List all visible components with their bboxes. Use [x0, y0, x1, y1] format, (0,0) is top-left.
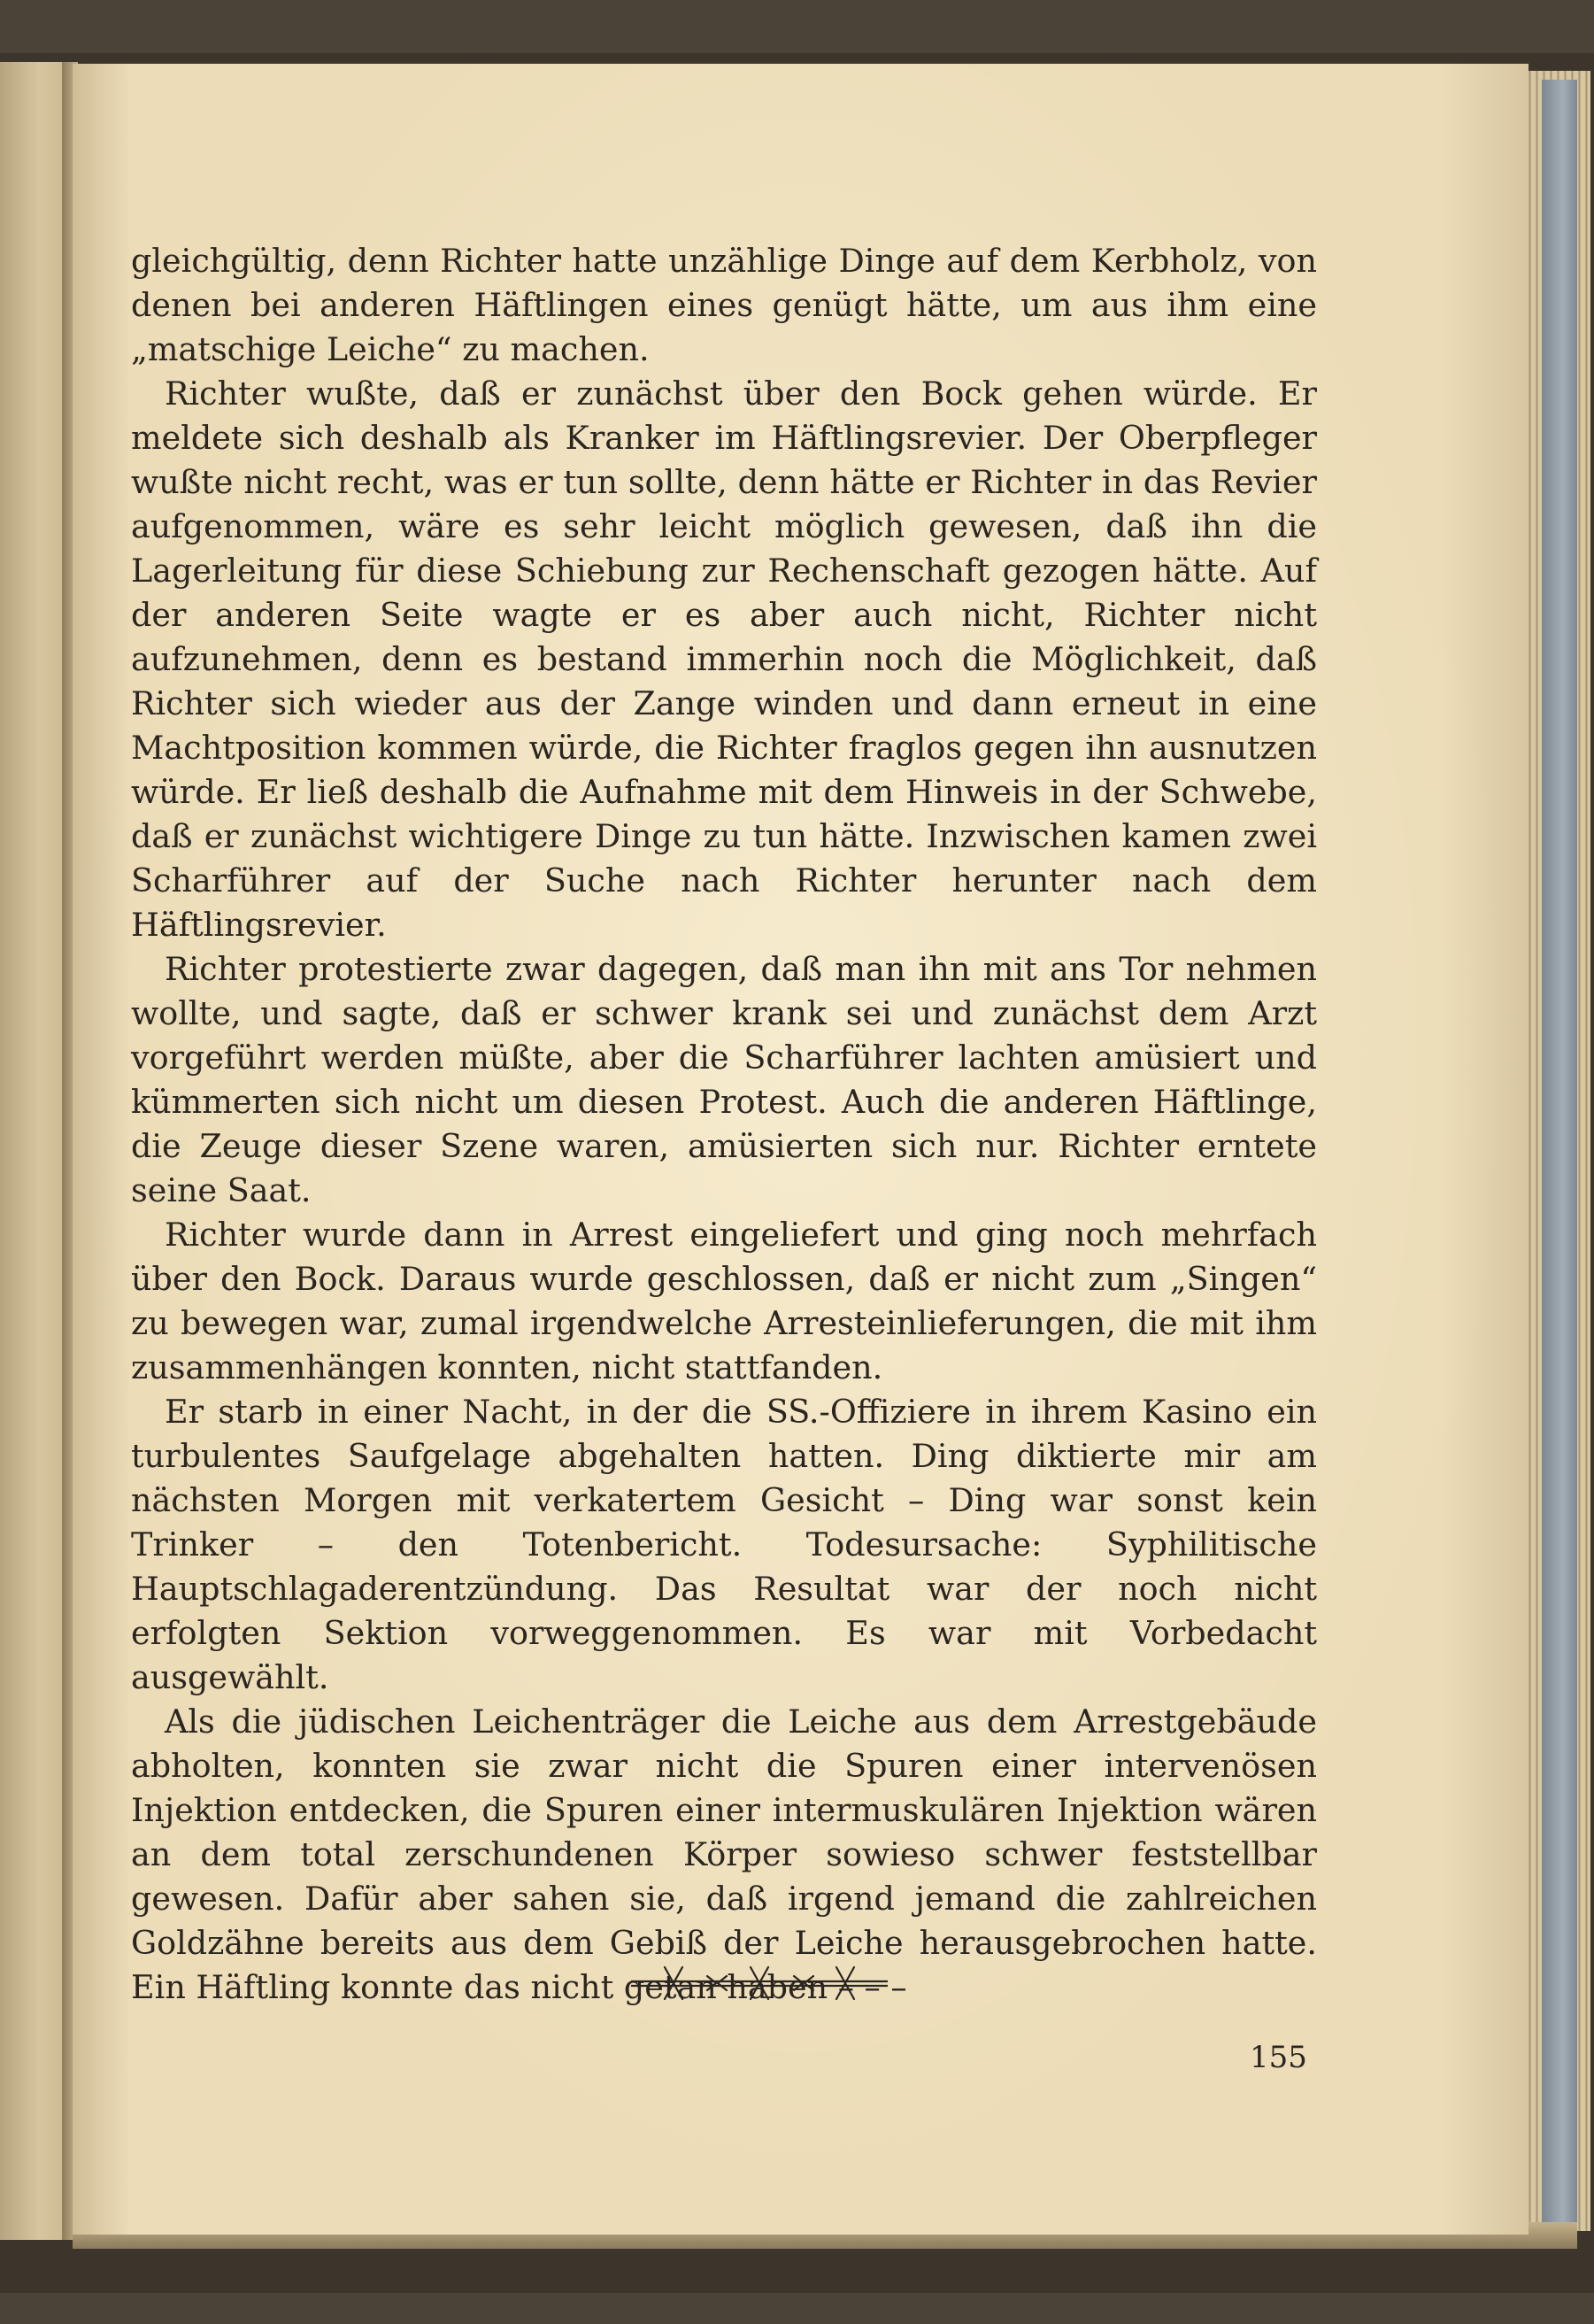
page-body-text — [131, 239, 1317, 2010]
page-number: 155 — [1250, 2040, 1307, 2075]
paragraph: Er starb in einer Nacht, in der die SS.-Offiziere in ihrem Kasino ein turbulentes Saufgelage abgehalten hatten. Ding diktierte mir am nächsten Morgen mit verkatertem Gesicht – Ding war sonst kein Trinker – den Totenbericht. Todesursache: Syphilitische Hauptschlagaderentzündung. Das Resultat war der noch nicht erfolgten Sektion vorweggenommen. Es war mit Vorbedacht ausgewählt. — [131, 1393, 1317, 1696]
paragraph: Als die jüdischen Leichenträger die Leiche aus dem Arrestgebäude abholten, konnten sie zwar nicht die Spuren einer intervenösen Injektion entdecken, die Spuren einer intermuskulären Injektion wären an dem total zerschundenen Körper sowieso schwer feststellbar gewesen. Dafür aber sahen sie, daß irgend jemand die zahlreichen Goldzähne bereits aus dem Gebiß der Leiche herausgebrochen hatte. Ein Häftling konnte das nicht getan haben – – – — [131, 1702, 1317, 2006]
paragraph: Richter protestierte zwar dagegen, daß man ihn mit ans Tor nehmen wollte, und sagte, daß er schwer krank sei und zunächst dem Arzt vorgeführt werden müßte, aber die Scharführer lachten amüsiert und kümmerten sich nicht um diesen Protest. Auch die anderen Häftlinge, die Zeuge dieser Szene waren, amüsierten sich nur. Richter erntete seine Saat. — [131, 950, 1317, 1209]
paragraph: Richter wurde dann in Arrest eingeliefert und ging noch mehrfach über den Bock. Daraus wurde geschlossen, daß er nicht zum „Singen“ zu bewegen war, zumal irgendwelche Arresteinlieferungen, die mit ihm zusammenhängen konnten, nicht stattfanden. — [131, 1216, 1317, 1386]
previous-page-edge — [0, 62, 71, 2240]
paragraph: Richter wußte, daß er zunächst über den Bock gehen würde. Er meldete sich deshalb als Kranker im Häftlingsrevier. Der Oberpfleger wußte nicht recht, was er tun sollte, denn hätte er Richter in das Revier aufgenommen, wäre es sehr leicht möglich gewesen, daß ihn die Lagerleitung für diese Schiebung zur Rechenschaft gezogen hätte. Auf der anderen Seite wagte er es aber auch nicht, Richter nicht aufzunehmen, denn es bestand immerhin noch die Möglichkeit, daß Richter sich wieder aus der Zange winden und dann erneut in eine Machtposition kommen würde, die Richter fraglos gegen ihn ausnutzen würde. Er ließ deshalb die Aufnahme mit dem Hinweis in der Schwebe, daß er zunächst wichtigere Dinge zu tun hätte. Inzwischen kamen zwei Scharführer auf der Suche nach Richter herunter nach dem Häftlingsrevier. — [131, 374, 1317, 944]
barbed-wire-ornament-icon — [631, 1964, 888, 2003]
paragraph: gleichgültig, denn Richter hatte unzählige Dinge auf dem Kerbholz, von denen bei anderen Häftlingen eines genügt hätte, um aus ihm eine „matschige Leiche“ zu machen. — [131, 242, 1317, 368]
book-cover-edge — [1542, 80, 1577, 2231]
